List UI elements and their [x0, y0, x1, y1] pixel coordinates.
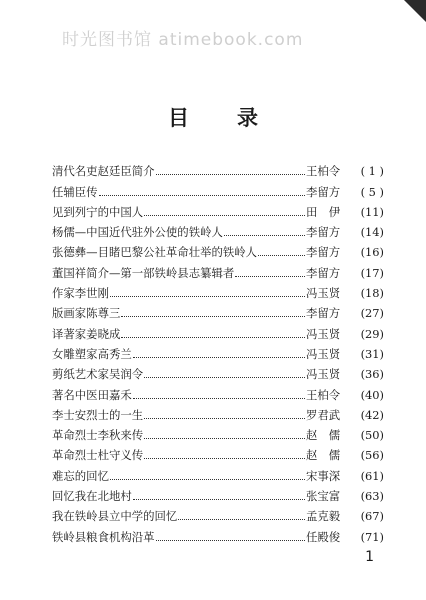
- entry-title: 作家李世刚: [52, 286, 109, 301]
- entry-page: (63): [360, 489, 384, 504]
- entry-page: (14): [360, 225, 384, 240]
- toc-entry[interactable]: [52, 402, 384, 422]
- table-of-contents: [52, 158, 384, 544]
- entry-author: 李留方: [306, 265, 341, 280]
- entry-author: 任殿俊: [306, 529, 341, 544]
- toc-entry[interactable]: [52, 483, 384, 503]
- entry-page: (42): [360, 407, 384, 422]
- entry-author: 李留方: [306, 184, 341, 199]
- entry-page: (11): [360, 204, 384, 219]
- entry-title: 铁岭县粮食机构沿革: [52, 529, 155, 544]
- entry-page: (56): [360, 448, 384, 463]
- entry-page: (29): [360, 326, 384, 341]
- page-title: [0, 102, 426, 132]
- dot-leader: [144, 458, 305, 459]
- entry-author: 孟克毅: [306, 509, 341, 524]
- toc-entry[interactable]: [52, 300, 384, 320]
- dot-leader: [99, 195, 305, 196]
- entry-page: (17): [360, 265, 384, 280]
- entry-page: ( 5 ): [360, 184, 384, 199]
- entry-title: 董国祥简介—第一部铁岭县志纂辑者: [52, 265, 235, 280]
- toc-entry[interactable]: [52, 341, 384, 361]
- toc-entry[interactable]: [52, 178, 384, 198]
- entry-page: (36): [360, 367, 384, 382]
- entry-page: (40): [360, 387, 384, 402]
- entry-title: 难忘的回忆: [52, 468, 109, 483]
- toc-entry[interactable]: [52, 381, 384, 401]
- toc-entry[interactable]: [52, 361, 384, 381]
- entry-title: 译著家姜晓成: [52, 326, 121, 341]
- dot-leader: [133, 398, 305, 399]
- toc-entry[interactable]: [52, 462, 384, 482]
- entry-author: 冯玉贤: [306, 346, 341, 361]
- entry-author: 冯玉贤: [306, 326, 341, 341]
- toc-entry[interactable]: [52, 422, 384, 442]
- entry-author: 张宝富: [306, 489, 341, 504]
- toc-entry[interactable]: [52, 219, 384, 239]
- toc-entry[interactable]: [52, 523, 384, 543]
- entry-title: 女雕塑家高秀兰: [52, 346, 132, 361]
- toc-entry[interactable]: [52, 442, 384, 462]
- entry-title: 任辅臣传: [52, 184, 98, 199]
- dot-leader: [144, 438, 305, 439]
- toc-entry[interactable]: [52, 199, 384, 219]
- entry-author: 田 伊: [306, 204, 341, 219]
- dot-leader: [133, 357, 305, 358]
- entry-title: 著名中医田嘉禾: [52, 387, 132, 402]
- dot-leader: [110, 479, 305, 480]
- entry-title: 杨儒—中国近代驻外公使的铁岭人: [52, 225, 223, 240]
- entry-title: 剪纸艺术家吴润令: [52, 367, 144, 382]
- dot-leader: [144, 377, 305, 378]
- toc-entry[interactable]: [52, 158, 384, 178]
- entry-title: 回忆我在北地村: [52, 489, 132, 504]
- entry-title: 革命烈士杜守义传: [52, 448, 144, 463]
- entry-author: 李留方: [306, 306, 341, 321]
- dot-leader: [110, 296, 305, 297]
- entry-author: 罗君武: [306, 407, 341, 422]
- entry-author: 宋事深: [306, 468, 341, 483]
- entry-title: 清代名吏赵廷臣简介: [52, 164, 155, 179]
- page-number: 1: [365, 549, 374, 565]
- entry-title: 革命烈士李秋来传: [52, 428, 144, 443]
- entry-author: 王柏令: [306, 164, 341, 179]
- entry-page: (27): [360, 306, 384, 321]
- title-char: 目: [168, 106, 189, 130]
- entry-author: 王柏令: [306, 387, 341, 402]
- watermark: 时光图书馆 atimebook.com: [62, 30, 304, 50]
- title-char: 录: [237, 106, 258, 130]
- dot-leader: [133, 499, 305, 500]
- entry-author: 冯玉贤: [306, 286, 341, 301]
- dot-leader: [144, 418, 305, 419]
- dot-leader: [156, 174, 305, 175]
- entry-author: 李留方: [306, 245, 341, 260]
- dot-leader: [121, 316, 305, 317]
- toc-entry[interactable]: [52, 320, 384, 340]
- dot-leader: [235, 276, 305, 277]
- entry-page: (31): [360, 346, 384, 361]
- entry-author: 赵 儒: [306, 448, 341, 463]
- entry-title: 张德彝—目睹巴黎公社革命壮举的铁岭人: [52, 245, 258, 260]
- entry-page: (61): [360, 468, 384, 483]
- entry-author: 冯玉贤: [306, 367, 341, 382]
- dot-leader: [224, 235, 305, 236]
- toc-entry[interactable]: [52, 259, 384, 279]
- entry-title: 李士安烈士的一生: [52, 407, 144, 422]
- toc-entry[interactable]: [52, 280, 384, 300]
- entry-title: 版画家陈尊三: [52, 306, 121, 321]
- corner-shadow: [404, 0, 426, 22]
- dot-leader: [121, 337, 305, 338]
- entry-page: ( 1 ): [360, 164, 384, 179]
- entry-page: (16): [360, 245, 384, 260]
- entry-page: (18): [360, 286, 384, 301]
- entry-page: (67): [360, 509, 384, 524]
- entry-title: 我在铁岭县立中学的回忆: [52, 509, 178, 524]
- entry-page: (71): [360, 529, 384, 544]
- dot-leader: [178, 519, 305, 520]
- toc-entry[interactable]: [52, 503, 384, 523]
- toc-entry[interactable]: [52, 239, 384, 259]
- entry-page: (50): [360, 428, 384, 443]
- dot-leader: [258, 255, 305, 256]
- entry-author: 赵 儒: [306, 428, 341, 443]
- dot-leader: [156, 540, 305, 541]
- entry-author: 李留方: [306, 225, 341, 240]
- entry-title: 见到列宁的中国人: [52, 204, 144, 219]
- dot-leader: [144, 215, 305, 216]
